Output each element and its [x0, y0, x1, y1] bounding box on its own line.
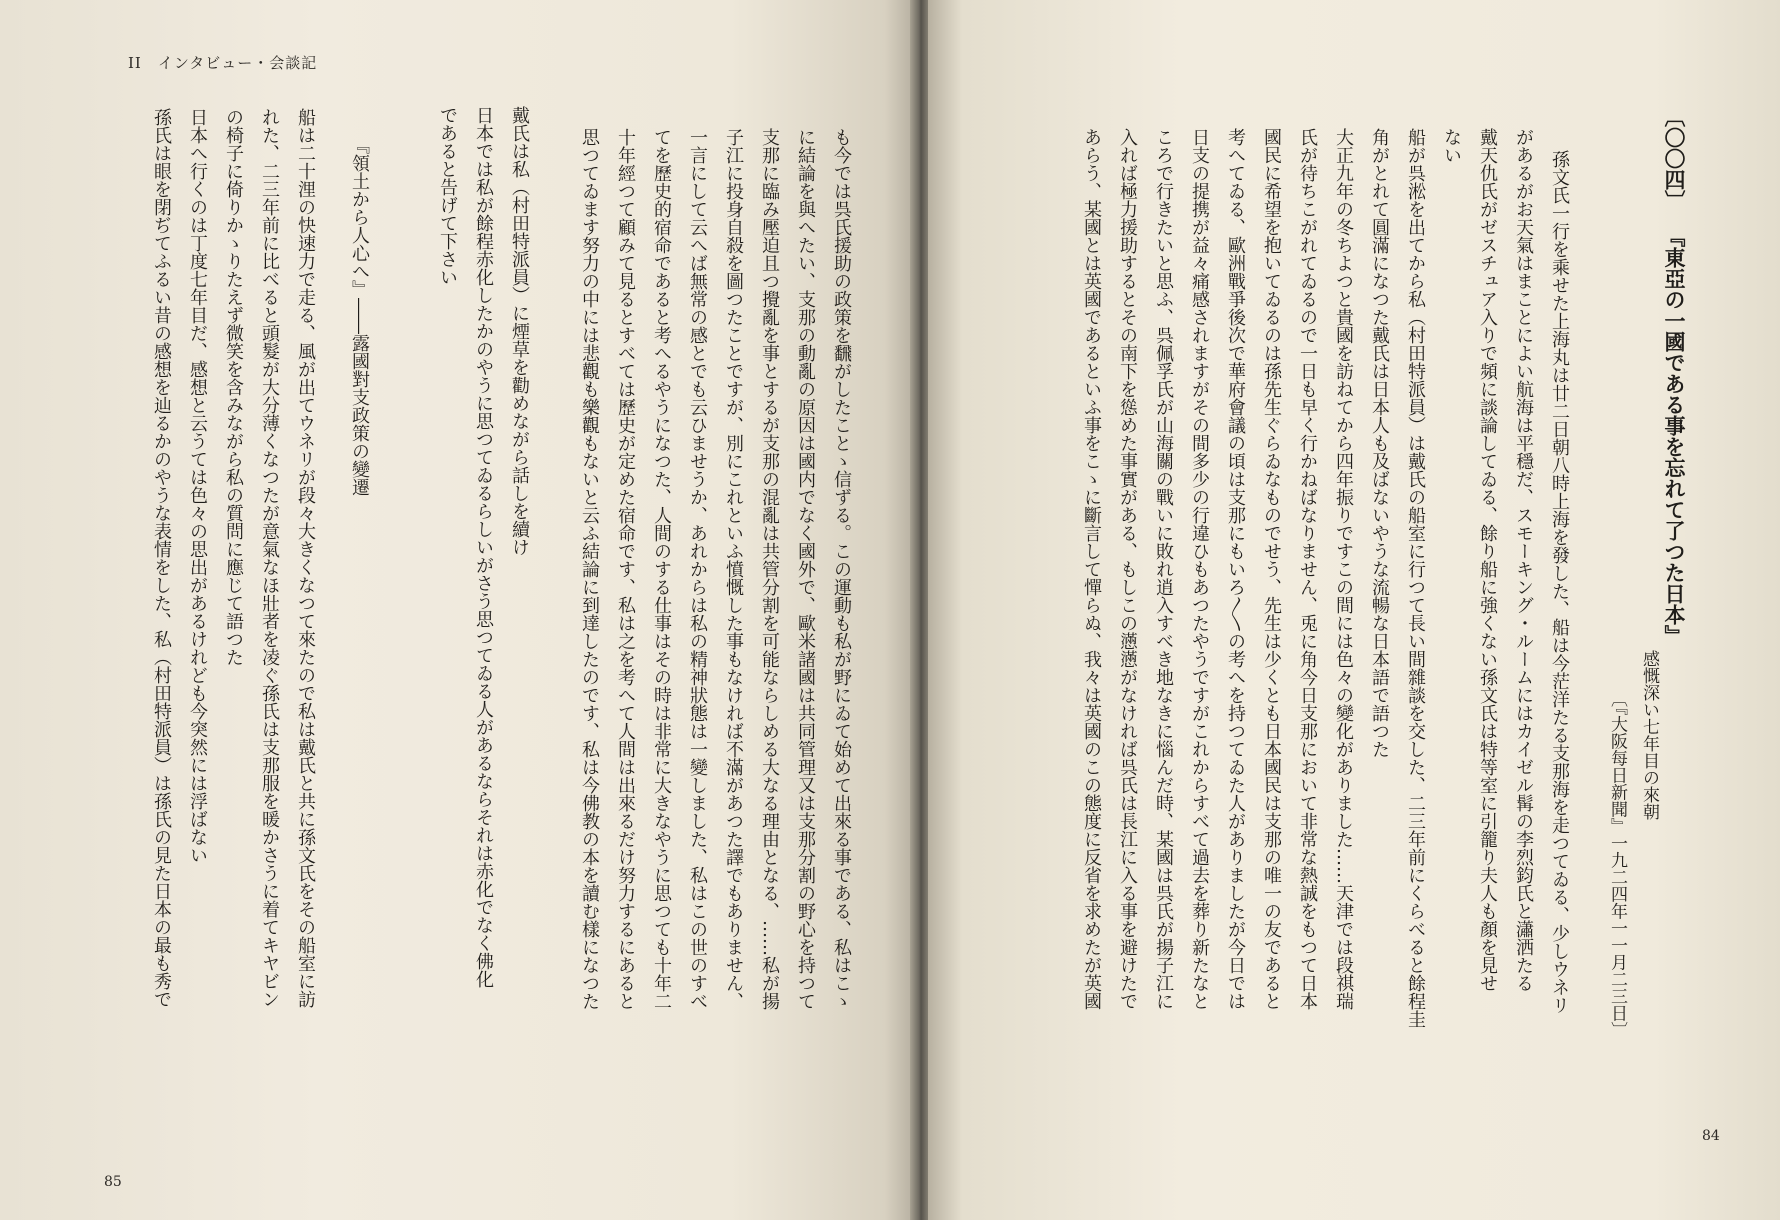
- text-column: も今では呉氏援助の政策を飜がしたことゝ信ずる。この運動も私が野にゐて始めて出來る事である、私はこゝ: [831, 128, 852, 1010]
- text-column: てを歷史的宿命であると考へるやうになつた、人間のする仕事はその時は非常に大きなやうに思つても十年二: [651, 128, 672, 1010]
- text-column: 氏が待ちこがれてゐるので一日も早く行かねばなりません、兎に角今日支那において非常な熱誠をもつて日本: [1297, 128, 1318, 1010]
- text-column: に結論を與へたい、支那の動亂の原因は國内でなく國外で、歐米諸國は共同管理又は支那分割の野心を持つて: [795, 128, 816, 1010]
- text-column: 入れば極力援助するとその南下を慫めた事實がある、もしこの懣懣がなければ呉氏は長江に入る事を避けたで: [1117, 128, 1138, 1010]
- text-column: があるがお天氣はまことによい航海は平穩だ、スモーキング・ルームにはカイゼル髯の李烈鈞氏と瀟洒たる: [1513, 128, 1534, 992]
- text-column: であると告げて下さい: [437, 106, 458, 286]
- text-column: 日支の提携が益々痛感されますがその間多少の行違ひもあつたやうですがこれからすべて過去を葬り新たなと: [1189, 128, 1210, 1010]
- text-column: 孫氏は眼を閉ぢてふるい昔の感想を辿るかのやうな表情をした、私（村田特派員）は孫氏の見た日本の最も秀で: [151, 108, 172, 1008]
- running-head: II インタビュー・会談記: [128, 54, 318, 72]
- text-column: 角がとれて圓滿になつた戴氏は日本人も及ばないやうな流暢な日本語で語つた: [1369, 128, 1390, 758]
- article-title: 『東亞の一國である事を忘れて了つた日本』: [1662, 226, 1687, 646]
- text-column: ころで行きたいと思ふ、呉佩孚氏が山海關の戰いに敗れ逍入すべき地なきに惱んだ時、某國は呉氏が揚子江に: [1153, 128, 1174, 1010]
- text-column: 十年經つて顧みて見るとすべては歷史が定めた宿命です、私は之を考へて人間は出來るだけ努力するにあると: [615, 128, 636, 1010]
- text-column: 大正九年の冬ちよつと貴國を訪ねてから四年振りですこの間には色々の變化がありました……天津では段祺瑞: [1333, 128, 1354, 1010]
- text-column: 孫文氏一行を乘せた上海丸は廿二日朝八時上海を發した、船は今茫洋たる支那海を走つてゐる、少しウネリ: [1549, 150, 1570, 1014]
- entry-number: 〔〇〇四〕: [1662, 106, 1687, 211]
- text-column: 戴氏は私（村田特派員）に煙草を勸めながら話しを續け: [509, 106, 530, 556]
- text-column: 日本へ行くのは丁度七年目だ、感想と云うては色々の思出があるけれども今突然には浮ばない: [187, 108, 208, 864]
- text-column: 船が呉淞を出てから私（村田特派員）は戴氏の船室に行つて長い間雜談を交した、二三年前にくらべると餘程圭: [1405, 128, 1426, 1028]
- book-gutter: [910, 0, 930, 1220]
- text-column: 船は二十浬の快速力で走る、風が出てウネリが段々大きくなつて來たので私は戴氏と共に孫文氏をその船室に訪: [295, 108, 316, 1008]
- text-column: あらう、某國とは英國であるといふ事をこゝに斷言して憚らぬ、我々は英國のこの態度に反省を求めたが英國: [1081, 128, 1102, 1010]
- text-column: の椅子に倚りかゝりたえず微笑を含みながら私の質問に應じて語つた: [223, 108, 244, 666]
- text-column: 國民に希望を抱いてゐるのは孫先生ぐらゐなものでせう、先生は少くとも日本國民は支那の唯一の友であると: [1261, 128, 1282, 1010]
- text-column: 子江に投身自殺を圖つたことですが、別にこれといふ憤慨した事もなければ不滿があつた譯でもありません、: [723, 128, 744, 1010]
- article-subtitle: 感慨深い七年目の來朝: [1639, 650, 1659, 820]
- article-source: 〔『大阪每日新聞』一九二四年一一月二三日〕: [1607, 690, 1627, 1039]
- text-column: ない: [1441, 128, 1462, 164]
- text-column: れた、二三年前に比べると頭髮が大分薄くなつたが意氣なほ壯者を凌ぐ孫氏は支那服を暖かさうに着てキヤビン: [259, 108, 280, 1008]
- page-number: 85: [104, 1174, 122, 1190]
- text-column: 戴天仇氏がゼスチュア入りで頻に談論してゐる、餘り船に強くない孫文氏は特等室に引籠り夫人も顏を見せ: [1477, 128, 1498, 992]
- page-number: 84: [1702, 1128, 1720, 1144]
- text-column: 日本では私が餘程赤化したかのやうに思つてゐるらしいがさう思つてゐる人があるならそれは赤化でなく佛化: [473, 106, 494, 988]
- right-page: [928, 0, 1780, 1220]
- text-column: 支那に臨み壓迫且つ攪亂を事とするが支那の混亂は共管分割を可能ならしめる大なる理由となる、……私が揚: [759, 128, 780, 1010]
- section-heading: 『領土から人心へ』――露國對支政策の變遷: [349, 136, 370, 496]
- text-column: 一言にして云へば無常の感とでも云ひませうか、あれからは私の精神狀態は一變しました、私はこの世のすべ: [687, 128, 708, 1010]
- text-column: 思つてゐます努力の中には悲觀も樂觀もないと云ふ結論に到達したのです、私は今佛教の本を讀む樣になつた: [579, 128, 600, 1010]
- text-column: 考へてゐる、歐洲戰爭後次で華府會議の頃は支那にもいろ〳〵の考へを持つてゐた人がありましたが今日では: [1225, 128, 1246, 1010]
